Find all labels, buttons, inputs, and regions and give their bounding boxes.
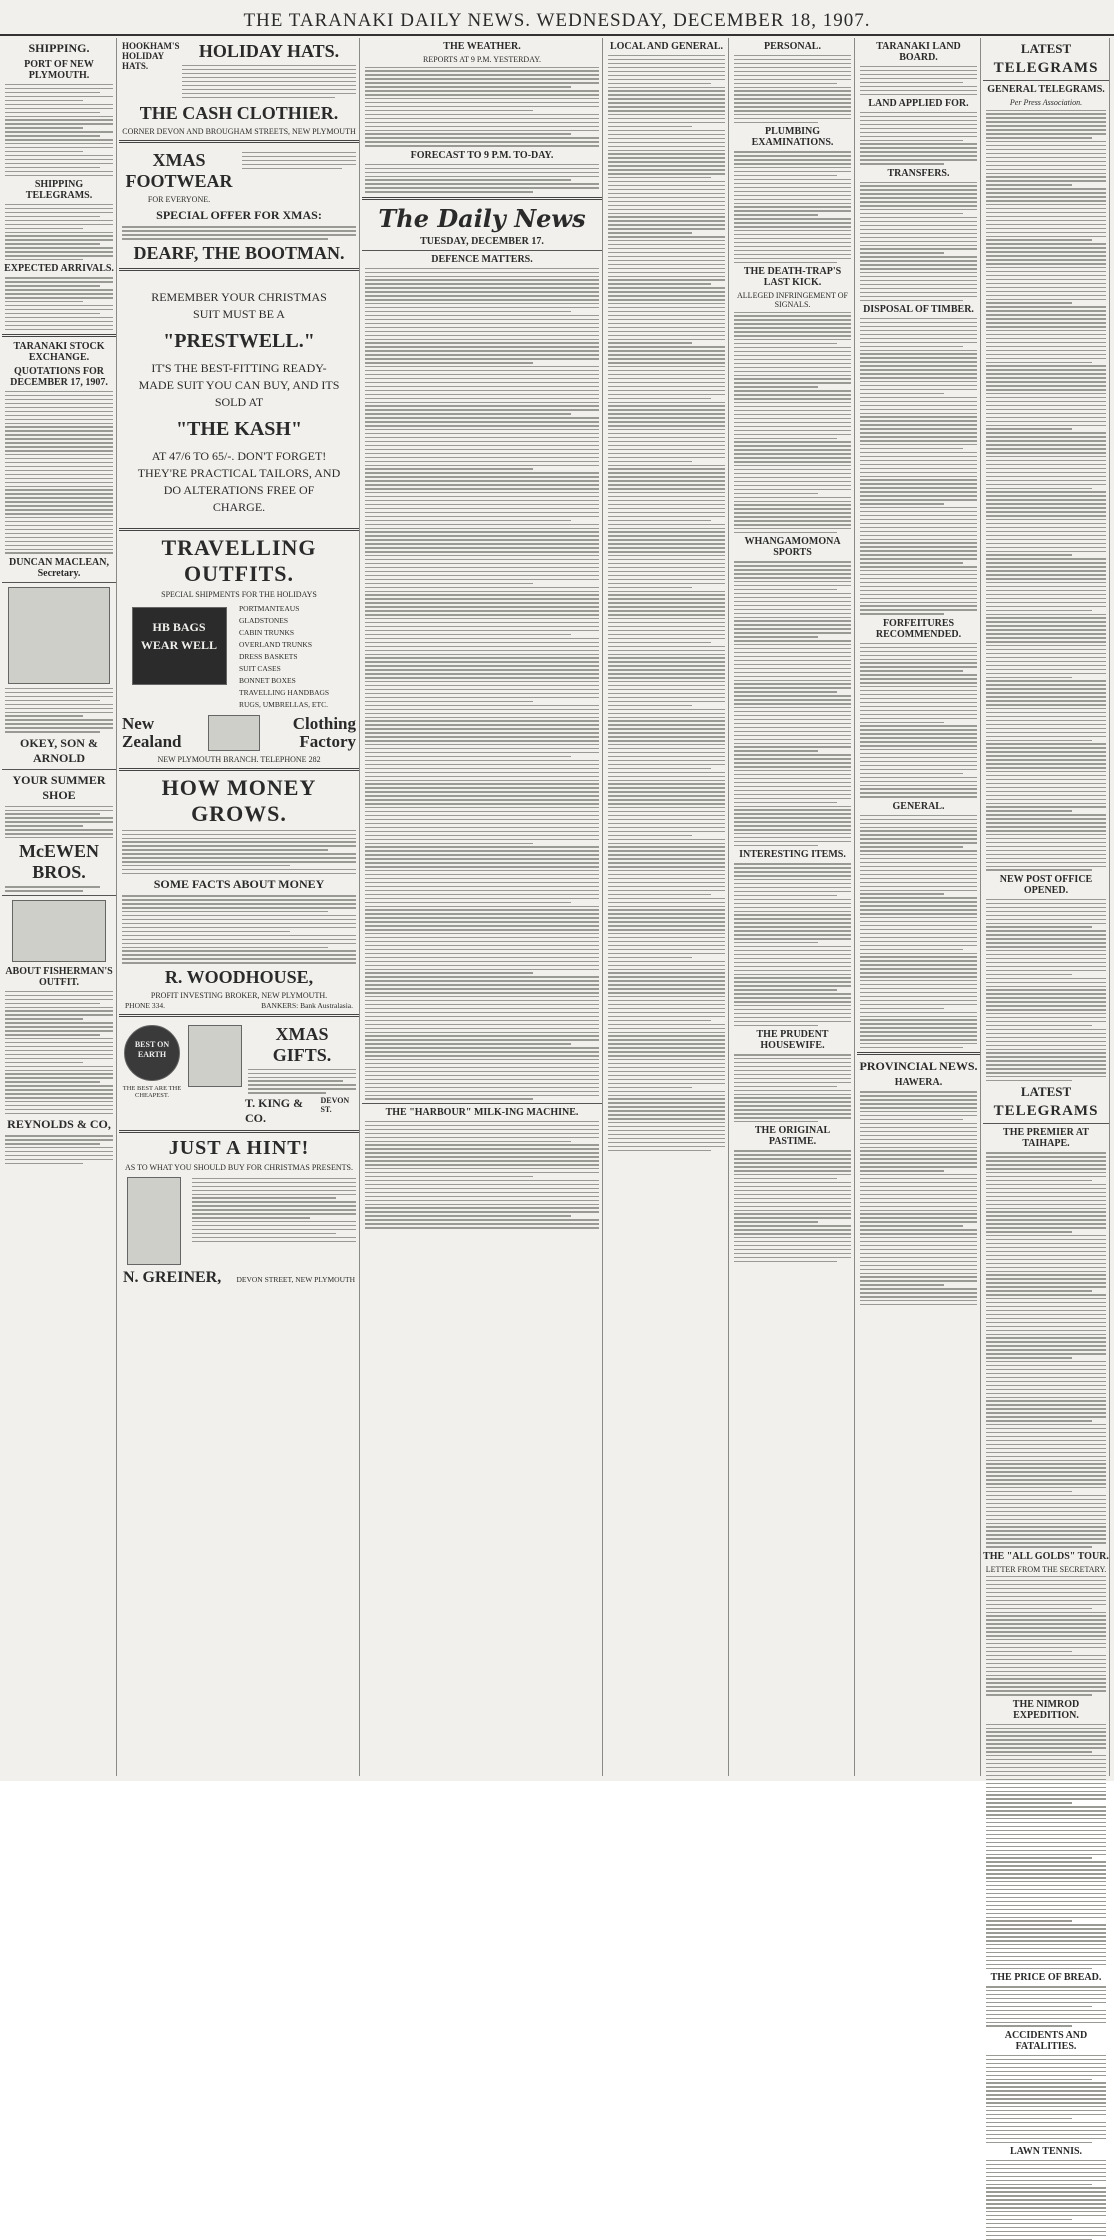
column-local-general: [605, 38, 729, 1776]
greiner-ad: [119, 1173, 359, 1269]
list-item: TRAVELLING HANDBAGS: [239, 687, 330, 697]
woodhouse-subtitle: PROFIT INVESTING BROKER, NEW PLYMOUTH.: [150, 990, 328, 1000]
special-shipments-text: SPECIAL SHIPMENTS FOR THE HOLIDAYS: [161, 589, 317, 599]
bag-illustration: HB BAGS WEAR WELL: [132, 607, 227, 685]
list-item: RUGS, UMBRELLAS, ETC.: [239, 699, 328, 709]
carpet-sweeper-illustration: [8, 587, 110, 684]
press-association-line: Per Press Association.: [1009, 98, 1083, 107]
okey-name: OKEY, SON & ARNOLD: [20, 735, 98, 765]
column-general-telegrams: [983, 38, 1110, 2157]
accidents-heading: ACCIDENTS AND FATALITIES.: [1004, 2029, 1088, 2052]
personal-heading: PERSONAL.: [764, 41, 821, 52]
text-block: [5, 84, 113, 176]
reynolds-name: REYNOLDS & CO,: [7, 1117, 111, 1132]
hookhams-heading: HOOKHAM'S HOLIDAY HATS.: [122, 41, 180, 71]
text-block: [860, 112, 977, 165]
quotations-heading: QUOTATIONS FOR DECEMBER 17, 1907.: [10, 366, 108, 389]
travel-items-list: [239, 603, 359, 711]
text-block: [5, 204, 113, 261]
text-block: [860, 643, 977, 798]
column-advertisements: [119, 38, 360, 1776]
text-block: [734, 1054, 851, 1122]
text-block: [986, 899, 1106, 1082]
telegrams-heading-general: TELEGRAMS: [993, 60, 1099, 76]
cash-clothier-heading: THE CASH CLOTHIER.: [139, 103, 339, 124]
text-block: [122, 226, 356, 239]
all-golds-heading: THE "ALL GOLDS" TOUR.: [983, 1550, 1109, 1562]
clothing-factory-label: Clothing Factory: [292, 713, 356, 751]
xmas-gifts-heading: XMAS GIFTS.: [272, 1023, 332, 1065]
prestwell-name: "PRESTWELL.": [163, 329, 315, 352]
text-block: [986, 110, 1106, 871]
provincial-news-heading: PROVINCIAL NEWS.: [859, 1059, 978, 1074]
text-block: [242, 149, 356, 203]
port-heading: PORT OF NEW PLYMOUTH.: [24, 59, 94, 81]
general-heading: GENERAL.: [892, 800, 945, 812]
kash-prices-text: AT 47/6 TO 65/-. DON'T FORGET! THEY'RE PRACTICAL TAILORS, AND DO ALTERATIONS FREE OF CHARGE.: [137, 448, 341, 514]
text-block: [122, 895, 356, 963]
best-on-earth-logo: BEST ON EARTH: [124, 1025, 180, 1081]
new-zealand-label: New Zealand: [122, 713, 182, 751]
xmas-footwear-heading: XMAS FOOTWEAR: [125, 150, 233, 192]
text-block: [986, 2160, 1106, 2240]
hawera-heading: HAWERA.: [894, 1077, 943, 1089]
text-block: [5, 991, 113, 1114]
expected-arrivals-heading: EXPECTED ARRIVALS.: [4, 263, 114, 275]
text-block: [734, 561, 851, 846]
list-item: SUIT CASES: [239, 663, 281, 673]
list-item: PORTMANTEAUS: [239, 603, 300, 613]
interesting-items-heading: INTERESTING ITEMS.: [739, 849, 846, 861]
latest-heading-general: LATEST: [1020, 41, 1072, 56]
lawn-tennis-heading: LAWN TENNIS.: [1009, 2145, 1083, 2157]
special-offer-heading: SPECIAL OFFER FOR XMAS:: [156, 208, 322, 223]
text-block: [734, 151, 851, 263]
local-general-heading: LOCAL AND GENERAL.: [609, 41, 724, 52]
masthead: [0, 6, 1114, 36]
land-board-heading: TARANAKI LAND BOARD.: [876, 41, 961, 63]
editorial-text: [365, 268, 599, 1100]
how-money-grows-heading: HOW MONEY GROWS.: [161, 774, 317, 826]
jewellery-illustration: [127, 1177, 181, 1265]
telegrams-heading: TELEGRAMS: [993, 1103, 1099, 1120]
forfeitures-heading: FORFEITURES RECOMMENDED.: [875, 617, 962, 640]
column-land-board-overlay: [857, 38, 981, 1776]
original-pastime-heading: THE ORIGINAL PASTIME.: [754, 1125, 831, 1148]
factory-logo: [208, 715, 260, 751]
holiday-hats-heading: HOLIDAY HATS.: [198, 41, 340, 61]
text-block: [986, 1986, 1106, 2027]
text-block: [986, 1576, 1106, 1696]
text-block: [860, 318, 977, 615]
masthead-title: THE TARANAKI DAILY NEWS. WEDNESDAY, DECEMBER 18, 1907.: [243, 10, 871, 31]
fishermans-outfit-heading: ABOUT FISHERMAN'S OUTFIT.: [5, 965, 113, 988]
travelling-outfits-heading: TRAVELLING OUTFITS.: [161, 534, 317, 586]
best-cheapest-text: THE BEST ARE THE CHEAPEST.: [122, 1084, 182, 1099]
text-block: [986, 1724, 1106, 1970]
woodhouse-name: R. WOODHOUSE,: [164, 966, 314, 987]
general-telegrams-heading: GENERAL TELEGRAMS.: [987, 84, 1105, 95]
the-kash-name: "THE KASH": [175, 417, 303, 440]
text-block: [986, 2055, 1106, 2143]
plumbing-heading: PLUMBING EXAMINATIONS.: [751, 126, 834, 149]
just-a-hint-heading: JUST A HINT!: [168, 1137, 310, 1160]
price-of-bread-heading: THE PRICE OF BREAD.: [990, 1972, 1102, 1984]
greiner-address: DEVON STREET, NEW PLYMOUTH: [236, 1275, 355, 1285]
text-block: [365, 1121, 599, 1229]
xmas-gifts-ad: [119, 1021, 359, 1127]
stock-table: [5, 391, 113, 554]
mcewen-name: McEWEN BROS.: [19, 841, 99, 883]
milking-machine-heading: THE "HARBOUR" MILK-ING MACHINE.: [385, 1106, 579, 1118]
fishing-flies-illustration: [12, 900, 106, 962]
cash-clothier-address: CORNER DEVON AND BROUGHAM STREETS, NEW PLYMOUTH: [122, 127, 356, 137]
summer-shoe-heading: YOUR SUMMER SHOE: [12, 772, 106, 802]
remember-text: REMEMBER YOUR CHRISTMAS SUIT MUST BE A: [151, 289, 327, 321]
latest-heading: LATEST: [1020, 1084, 1072, 1100]
list-item: OVERLAND TRUNKS: [239, 639, 312, 649]
text-block: [734, 863, 851, 1026]
list-item: BONNET BOXES: [239, 675, 296, 685]
text-block: [5, 688, 113, 733]
text-block: [365, 67, 599, 147]
signals-subheading: ALLEGED INFRINGEMENT OF SIGNALS.: [737, 290, 848, 309]
gladstone-bag-illustration: [188, 1025, 242, 1087]
text-block: [5, 277, 113, 330]
prestwell-ad: [119, 275, 359, 524]
disposal-heading: DISPOSAL OF TIMBER.: [863, 304, 974, 316]
text-block: [734, 312, 851, 534]
land-applied-heading: LAND APPLIED FOR.: [868, 97, 969, 109]
holiday-hats-ad: [119, 38, 359, 100]
list-item: GLADSTONES: [239, 615, 289, 625]
secretary-line: DUNCAN MACLEAN, Secretary.: [9, 556, 109, 579]
text-block: [365, 164, 599, 193]
new-post-office-heading: NEW POST OFFICE OPENED.: [999, 873, 1093, 896]
daily-news-masthead: The Daily News: [378, 203, 586, 233]
nz-clothing-factory: [122, 715, 356, 751]
xmas-footwear-ad: [119, 147, 359, 205]
stock-exchange-heading: TARANAKI STOCK EXCHANGE.: [13, 341, 105, 364]
text-block: [248, 1069, 356, 1094]
some-facts-heading: SOME FACTS ABOUT MONEY: [153, 877, 325, 892]
woodhouse-contact: [125, 1001, 353, 1010]
column-weather-editorial: [362, 38, 603, 1776]
text-block: [192, 1175, 356, 1267]
text-block: [608, 55, 725, 1151]
nz-branch-text: NEW PLYMOUTH BRANCH. TELEPHONE 282: [157, 754, 321, 764]
bankers-text: BANKERS: Bank Australasia.: [261, 1000, 353, 1010]
column-shipping: [2, 38, 117, 1776]
forecast-heading: FORECAST TO 9 P.M. TO-DAY.: [410, 149, 554, 161]
weather-subheading: REPORTS AT 9 P.M. YESTERDAY.: [423, 55, 541, 64]
tking-address: DEVON ST.: [320, 1096, 350, 1115]
premier-taihape-heading: THE PREMIER AT TAIHAPE.: [1003, 1127, 1089, 1150]
nimrod-heading: THE NIMROD EXPEDITION.: [1012, 1698, 1080, 1721]
whangamomona-heading: WHANGAMOMONA SPORTS: [744, 536, 841, 559]
best-fitting-text: IT'S THE BEST-FITTING READY-MADE SUIT YOU CAN BUY, AND ITS SOLD AT: [138, 360, 340, 409]
text-block: [860, 66, 977, 95]
for-everyone-label: FOR EVERYONE.: [147, 195, 211, 205]
text-block: [860, 1091, 977, 1305]
text-block: [860, 182, 977, 302]
greiner-name: N. GREINER,: [123, 1269, 222, 1287]
phone-text: PHONE 334.: [125, 1000, 166, 1010]
text-block: [860, 815, 977, 1049]
text-block: [5, 1135, 113, 1164]
transfers-heading: TRANSFERS.: [887, 167, 950, 179]
text-block: [734, 1150, 851, 1262]
defence-heading: DEFENCE MATTERS.: [431, 253, 533, 265]
tking-line: [245, 1096, 359, 1126]
hint-subtitle: AS TO WHAT YOU SHOULD BUY FOR CHRISTMAS PRESENTS.: [125, 1163, 353, 1173]
list-item: CABIN TRUNKS: [239, 627, 295, 637]
editorial-date: TUESDAY, DECEMBER 17.: [420, 235, 544, 247]
prudent-housewife-heading: THE PRUDENT HOUSEWIFE.: [756, 1029, 829, 1052]
tking-name: T. KING & CO.: [245, 1096, 304, 1126]
text-block: [182, 65, 356, 98]
dearf-heading: DEARF, THE BOOTMAN.: [133, 242, 345, 263]
text-block: [5, 886, 113, 891]
text-block: [986, 1152, 1106, 1547]
greiner-line: [123, 1269, 355, 1287]
column-personal: [731, 38, 855, 1776]
letter-secretary-subheading: LETTER FROM THE SECRETARY.: [985, 1564, 1107, 1574]
death-trap-heading: THE DEATH-TRAP'S LAST KICK.: [743, 265, 842, 288]
text-block: [122, 830, 356, 875]
text-block: [5, 806, 113, 839]
travel-outfits-body: [119, 603, 359, 711]
weather-heading: THE WEATHER.: [443, 41, 521, 52]
shipping-telegrams-heading: SHIPPING TELEGRAMS.: [25, 178, 93, 201]
text-block: [734, 55, 851, 123]
list-item: DRESS BASKETS: [239, 651, 298, 661]
shipping-heading: SHIPPING.: [28, 41, 90, 55]
